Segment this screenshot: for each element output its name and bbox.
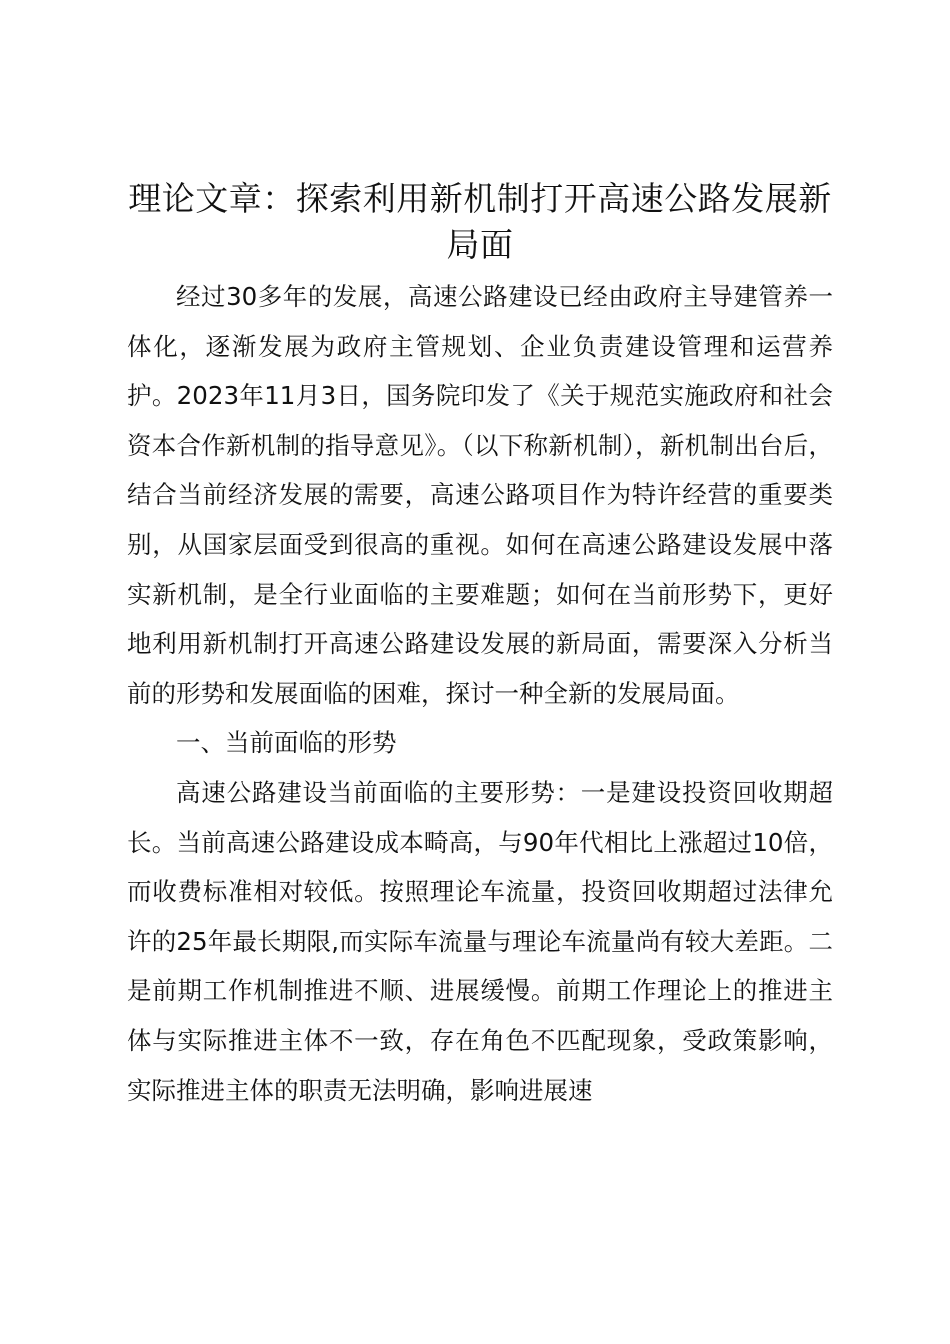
intro-paragraph: 经过30多年的发展，高速公路建设已经由政府主导建管养一体化，逐渐发展为政府主管规划、企业负责建设管理和运营养护。2023年11月3日，国务院印发了《关于规范实施政府和社会资本合作新机制的指导意见》。（以下称新机制），新机制出台后，结合当前经济发展的需要，高速公路项目作为特许经营的重要类别，从国家层面受到很高的重视。如何在高速公路建设发展中落实新机制，是全行业面临的主要难题；如何在当前形势下，更好地利用新机制打开高速公路建设发展的新局面，需要深入分析当前的形势和发展面临的困难，探讨一种全新的发展局面。 — [127, 282, 833, 708]
document-title: 理论文章：探索利用新机制打开高速公路发展新局面 — [128, 179, 832, 264]
body-paragraph: 高速公路建设当前面临的主要形势：一是建设投资回收期超长。当前高速公路建设成本畸高，与90年代相比上涨超过10倍，而收费标准相对较低。按照理论车流量，投资回收期超过法律允许的25年最长期限,而实际车流量与理论车流量尚有较大差距。二是前期工作机制推进不顺、进展缓慢。前期工作理论上的推进主体与实际推进主体不一致，存在角色不匹配现象，受政策影响，实际推进主体的职责无法明确，影响进展速 — [127, 777, 833, 1105]
section-heading: 一、当前面临的形势 — [176, 728, 397, 758]
document-body — [127, 176, 833, 1115]
